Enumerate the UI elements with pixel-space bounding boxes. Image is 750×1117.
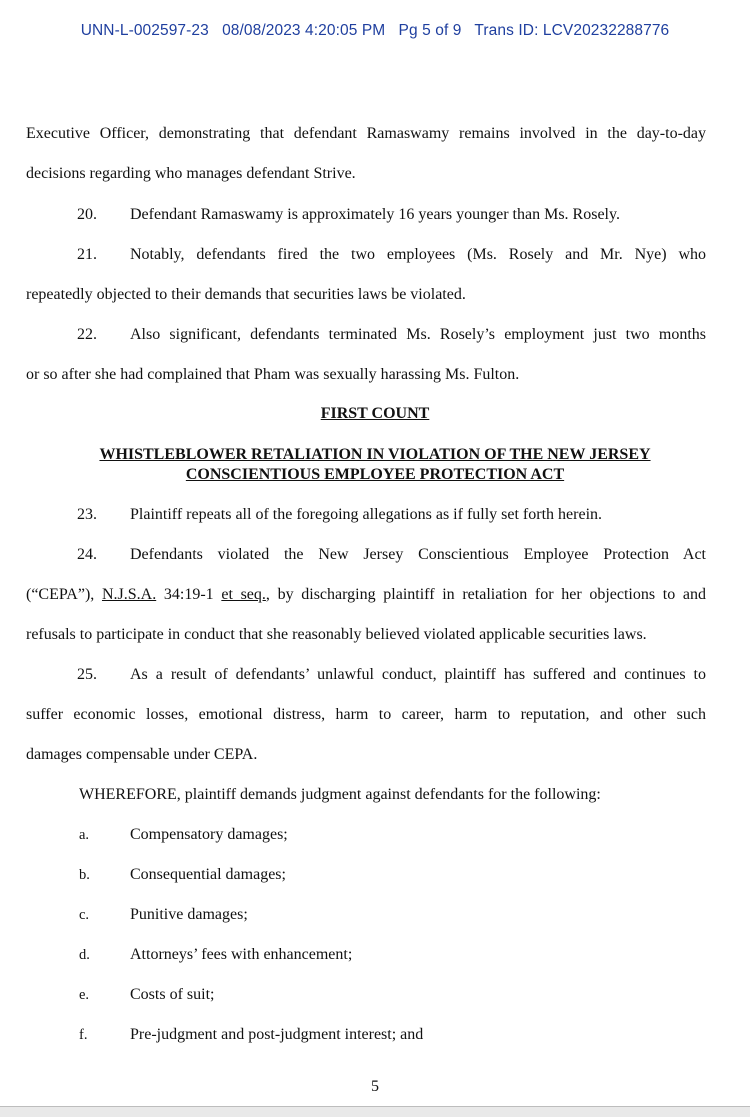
et-seq-citation: et seq.: [221, 586, 266, 603]
relief-item: Pre-judgment and post-judgment interest; and: [130, 1026, 424, 1043]
page-bottom-edge: [0, 1106, 750, 1107]
relief-letter: f.: [79, 1027, 88, 1043]
statute-citation: N.J.S.A.: [101, 586, 157, 603]
filing-header: UNN-L-002597-23 08/08/2023 4:20:05 PM Pg 5 of 9 Trans ID: LCV20232288776: [80, 22, 670, 39]
relief-item: Punitive damages;: [130, 906, 248, 923]
para-20-text: Defendant Ramaswamy is approximately 16 years younger than Ms. Rosely.: [130, 206, 620, 223]
page-number: 5: [371, 1078, 379, 1095]
para-20-number: 20.: [77, 206, 97, 223]
wherefore-clause: WHEREFORE, plaintiff demands judgment against defendants for the following:: [79, 786, 601, 803]
para-24-number: 24.: [77, 546, 97, 563]
relief-letter: a.: [79, 827, 90, 843]
relief-item: Attorneys’ fees with enhancement;: [130, 946, 353, 963]
para-24-line-3: refusals to participate in conduct that she reasonably believed violated applicable securities laws.: [26, 626, 647, 643]
relief-letter: c.: [79, 907, 90, 923]
relief-letter: d.: [79, 947, 90, 963]
para-22-line-2: or so after she had complained that Pham was sexually harassing Ms. Fulton.: [26, 366, 520, 383]
para-21-number: 21.: [77, 246, 97, 263]
para-21-line-2: repeatedly objected to their demands that securities laws be violated.: [26, 286, 466, 303]
para-25-line-1: As a result of defendants’ unlawful conduct, plaintiff has suffered and continues to: [130, 666, 706, 683]
para-23-text: Plaintiff repeats all of the foregoing allegations as if fully set forth herein.: [130, 506, 603, 523]
para-22-line-1: Also significant, defendants terminated Ms. Rosely’s employment just two months: [130, 326, 706, 343]
para-24-line-2-pre: (“CEPA”),: [26, 586, 102, 603]
para-24-line-2-mid: 34:19-1: [156, 586, 222, 603]
para-23-number: 23.: [77, 506, 97, 523]
count-heading-line-2: CONSCIENTIOUS EMPLOYEE PROTECTION ACT: [185, 466, 565, 483]
relief-item: Consequential damages;: [130, 866, 286, 883]
para-25-line-2: suffer economic losses, emotional distress, harm to career, harm to reputation, and other such: [26, 706, 706, 723]
para-24-line-2-post: , by discharging plaintiff in retaliation for her objections to and: [265, 586, 707, 603]
para-24-line-2: [26, 585, 706, 605]
para-25-line-3: damages compensable under CEPA.: [26, 746, 258, 763]
para-25-number: 25.: [77, 666, 97, 683]
relief-item: Costs of suit;: [130, 986, 215, 1003]
relief-letter: e.: [79, 987, 90, 1003]
relief-item: Compensatory damages;: [130, 826, 288, 843]
count-heading-line-1: WHISTLEBLOWER RETALIATION IN VIOLATION OF THE NEW JERSEY: [99, 446, 651, 463]
para-19-line-1: Executive Officer, demonstrating that defendant Ramaswamy remains involved in the day-to-day: [26, 125, 706, 142]
count-title: FIRST COUNT: [320, 405, 430, 422]
para-21-line-1: Notably, defendants fired the two employees (Ms. Rosely and Mr. Nye) who: [130, 246, 706, 263]
relief-letter: b.: [79, 867, 90, 883]
para-24-line-1: Defendants violated the New Jersey Conscientious Employee Protection Act: [130, 546, 706, 563]
para-19-line-2: decisions regarding who manages defendant Strive.: [26, 165, 356, 182]
para-22-number: 22.: [77, 326, 97, 343]
